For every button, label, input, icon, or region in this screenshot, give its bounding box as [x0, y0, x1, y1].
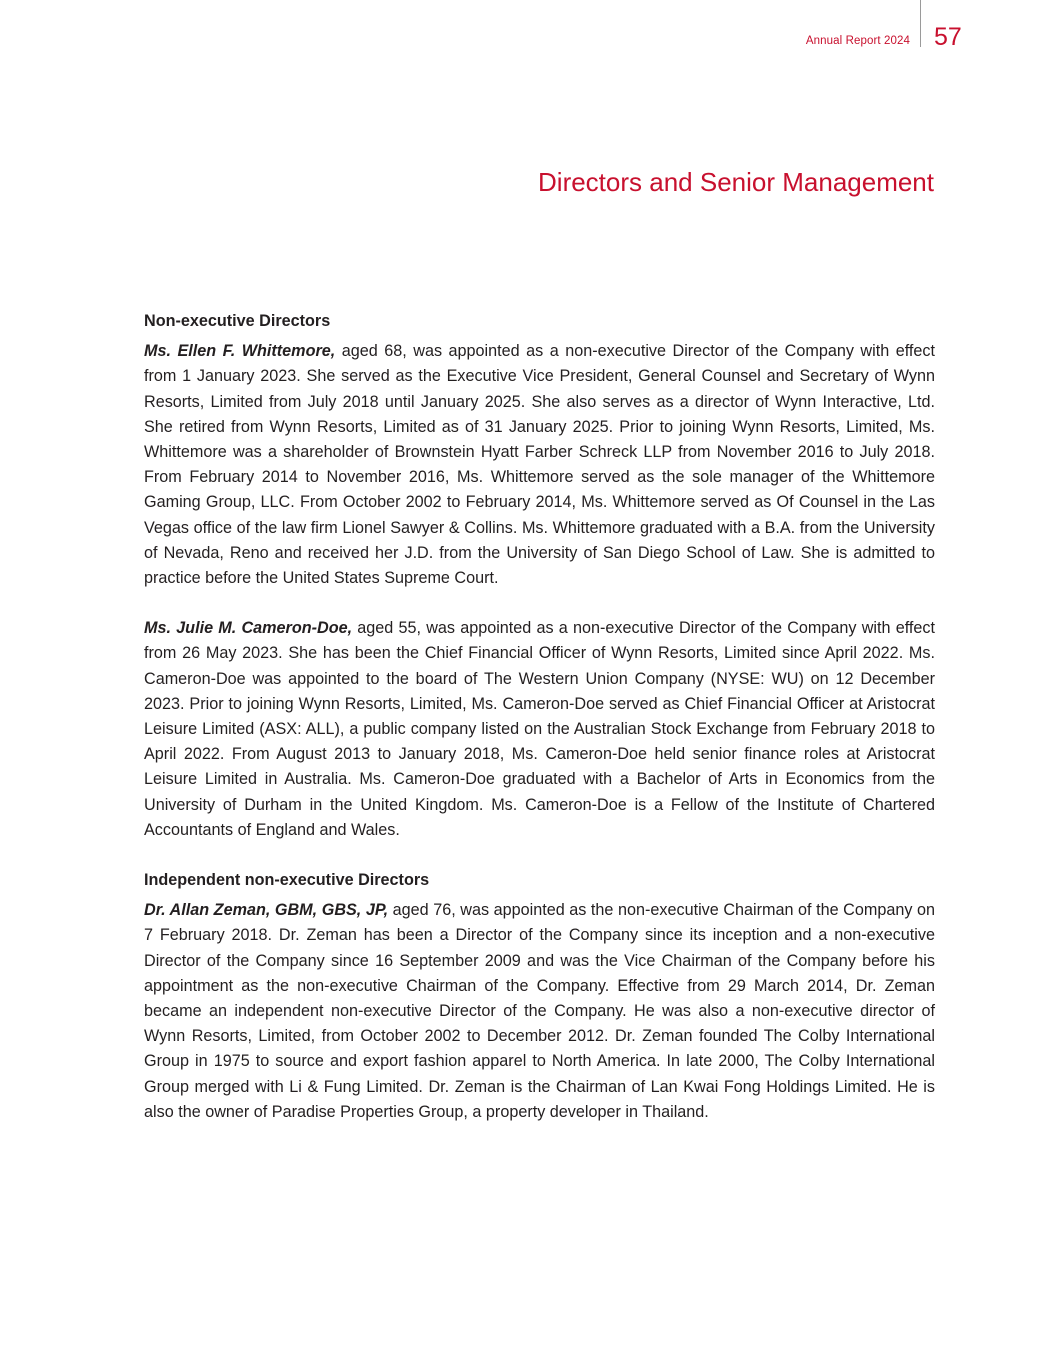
page-title: Directors and Senior Management [538, 167, 934, 197]
section-heading-independent: Independent non-executive Directors [144, 871, 430, 890]
bio-text: aged 68, was appointed as a non-executive Director of the Company with effect from 1 January 2023. She served as the Executive Vice President, General Counsel and Secretary of Wynn Resorts, Limited from July 2018 until January 2025. She also serves as a director of Wynn Interactive, Ltd. She retired from Wynn Resorts, Limited as of 31 January 2025. Prior to joining Wynn Resorts, Limited, Ms. Whittemore was a shareholder of Brownstein Hyatt Farber Schreck LLP from November 2016 to July 2018. From February 2014 to November 2016, Ms. Whittemore served as the sole manager of the Whittemore Gaming Group, LLC. From October 2002 to February 2014, Ms. Whittemore served as Of Counsel in the Las Vegas office of the law firm Lionel Sawyer & Collins. Ms. Whittemore graduated with a B.A. from the University of Nevada, Reno and received her J.D. from the University of San Diego School of Law. She is admitted to practice before the United States Supreme Court. [144, 342, 935, 588]
bio-paragraph-zeman [144, 898, 935, 1125]
bio-text: aged 76, was appointed as the non-executive Chairman of the Company on 7 February 2018. Dr. Zeman has been a Director of the Company since its inception and a non-executive Director of the Company since 16 September 2009 and was the Vice Chairman of the Company before his appointment as the non-executive Chairman of the Company. Effective from 29 March 2014, Dr. Zeman became an independent non-executive Director of the Company. He was also a non-executive director of Wynn Resorts, Limited, from October 2002 to December 2012. Dr. Zeman founded The Colby International Group in 1975 to source and export fashion apparel to North America. In late 2000, The Colby International Group merged with Li & Fung Limited. Dr. Zeman is the Chairman of Lan Kwai Fong Holdings Limited. He is also the owner of Paradise Properties Group, a property developer in Thailand. [144, 901, 935, 1121]
header-divider [920, 0, 921, 47]
bio-paragraph-whittemore [144, 339, 935, 591]
bio-text: aged 55, was appointed as a non-executive Director of the Company with effect from 26 May 2023. She has been the Chief Financial Officer of Wynn Resorts, Limited since April 2022. Ms. Cameron-Doe was appointed to the board of The Western Union Company (NYSE: WU) on 12 December 2023. Prior to joining Wynn Resorts, Limited, Ms. Cameron-Doe served as Chief Financial Officer at Aristocrat Leisure Limited (ASX: ALL), a public company listed on the Australian Stock Exchange from February 2018 to April 2022. From August 2013 to January 2018, Ms. Cameron-Doe held senior finance roles at Aristocrat Leisure Limited in Australia. Ms. Cameron-Doe graduated with a Bachelor of Arts in Economics from the University of Durham in the United Kingdom. Ms. Cameron-Doe is a Fellow of the Institute of Chartered Accountants of England and Wales. [144, 619, 936, 839]
document-body [144, 309, 935, 1125]
section-heading-non-executive: Non-executive Directors [144, 312, 331, 330]
bio-paragraph-cameron-doe [144, 616, 935, 843]
bio-name: Ms. Julie M. Cameron-Doe, [144, 619, 353, 638]
report-label: Annual Report 2024 [805, 35, 910, 47]
bio-name: Dr. Allan Zeman, GBM, GBS, JP, [144, 901, 389, 920]
page-number: 57 [934, 23, 962, 51]
bio-name: Ms. Ellen F. Whittemore, [144, 342, 336, 361]
